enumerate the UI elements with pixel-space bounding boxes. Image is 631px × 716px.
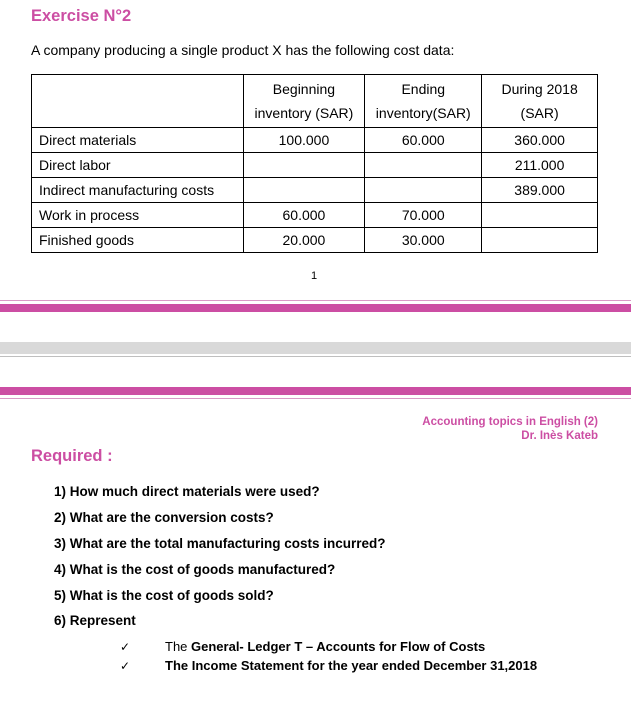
during-value	[482, 228, 598, 253]
header-during-2018	[482, 75, 598, 128]
header-ending-inventory	[365, 75, 482, 128]
required-heading: Required :	[31, 447, 113, 465]
bullet-prefix: The	[165, 639, 192, 654]
bullet-item	[165, 639, 485, 654]
question-item: 3) What are the total manufacturing costs incurred?	[54, 536, 386, 551]
header-line: inventory (SAR)	[254, 105, 354, 121]
pink-header-thin	[0, 398, 631, 399]
page-break-line	[0, 356, 631, 357]
row-label: Finished goods	[32, 228, 244, 253]
check-icon: ✓	[120, 640, 131, 654]
question-item: 2) What are the conversion costs?	[54, 510, 274, 525]
bullet-text: General- Ledger T – Accounts for Flow of Costs	[191, 639, 486, 654]
exercise-title: Exercise N°2	[31, 7, 132, 25]
page-break-band	[0, 342, 631, 354]
page-number: 1	[311, 270, 318, 282]
pink-header-band	[0, 387, 631, 395]
ending-value: 60.000	[365, 128, 482, 153]
beginning-value: 100.000	[243, 128, 365, 153]
ending-value: 30.000	[365, 228, 482, 253]
during-value: 211.000	[482, 153, 598, 178]
question-item: 5) What is the cost of goods sold?	[54, 588, 274, 603]
beginning-value	[243, 178, 365, 203]
cost-data-table	[31, 74, 598, 253]
pink-divider-band	[0, 304, 631, 312]
pink-divider-thin	[0, 300, 631, 301]
ending-value	[365, 178, 482, 203]
header-line: (SAR)	[520, 105, 559, 121]
header-line: During 2018	[501, 81, 578, 97]
beginning-value: 20.000	[243, 228, 365, 253]
table-row	[32, 228, 598, 253]
question-item: 4) What is the cost of goods manufactured?	[54, 562, 336, 577]
header-line: inventory(SAR)	[375, 105, 471, 121]
table-row	[32, 153, 598, 178]
during-value	[482, 203, 598, 228]
ending-value: 70.000	[365, 203, 482, 228]
question-item: 1) How much direct materials were used?	[54, 484, 320, 499]
row-label: Indirect manufacturing costs	[32, 178, 244, 203]
check-icon: ✓	[120, 659, 131, 673]
header-empty-cell	[32, 75, 244, 128]
author-name: Dr. Inès Kateb	[521, 430, 598, 442]
during-value: 360.000	[482, 128, 598, 153]
table-row	[32, 128, 598, 153]
row-label: Work in process	[32, 203, 244, 228]
beginning-value: 60.000	[243, 203, 365, 228]
during-value: 389.000	[482, 178, 598, 203]
beginning-value	[243, 153, 365, 178]
table-header-row	[32, 75, 598, 128]
header-line: Beginning	[272, 81, 336, 97]
bullet-text: The Income Statement for the year ended December 31,2018	[165, 658, 538, 673]
intro-text: A company producing a single product X has the following cost data:	[31, 42, 455, 58]
row-label: Direct materials	[32, 128, 244, 153]
question-item: 6) Represent	[54, 613, 136, 628]
table-row	[32, 178, 598, 203]
bullet-item	[165, 658, 537, 673]
ending-value	[365, 153, 482, 178]
course-title: Accounting topics in English (2)	[422, 416, 598, 428]
table-row	[32, 203, 598, 228]
row-label: Direct labor	[32, 153, 244, 178]
header-line: Ending	[401, 81, 446, 97]
header-beginning-inventory	[243, 75, 365, 128]
